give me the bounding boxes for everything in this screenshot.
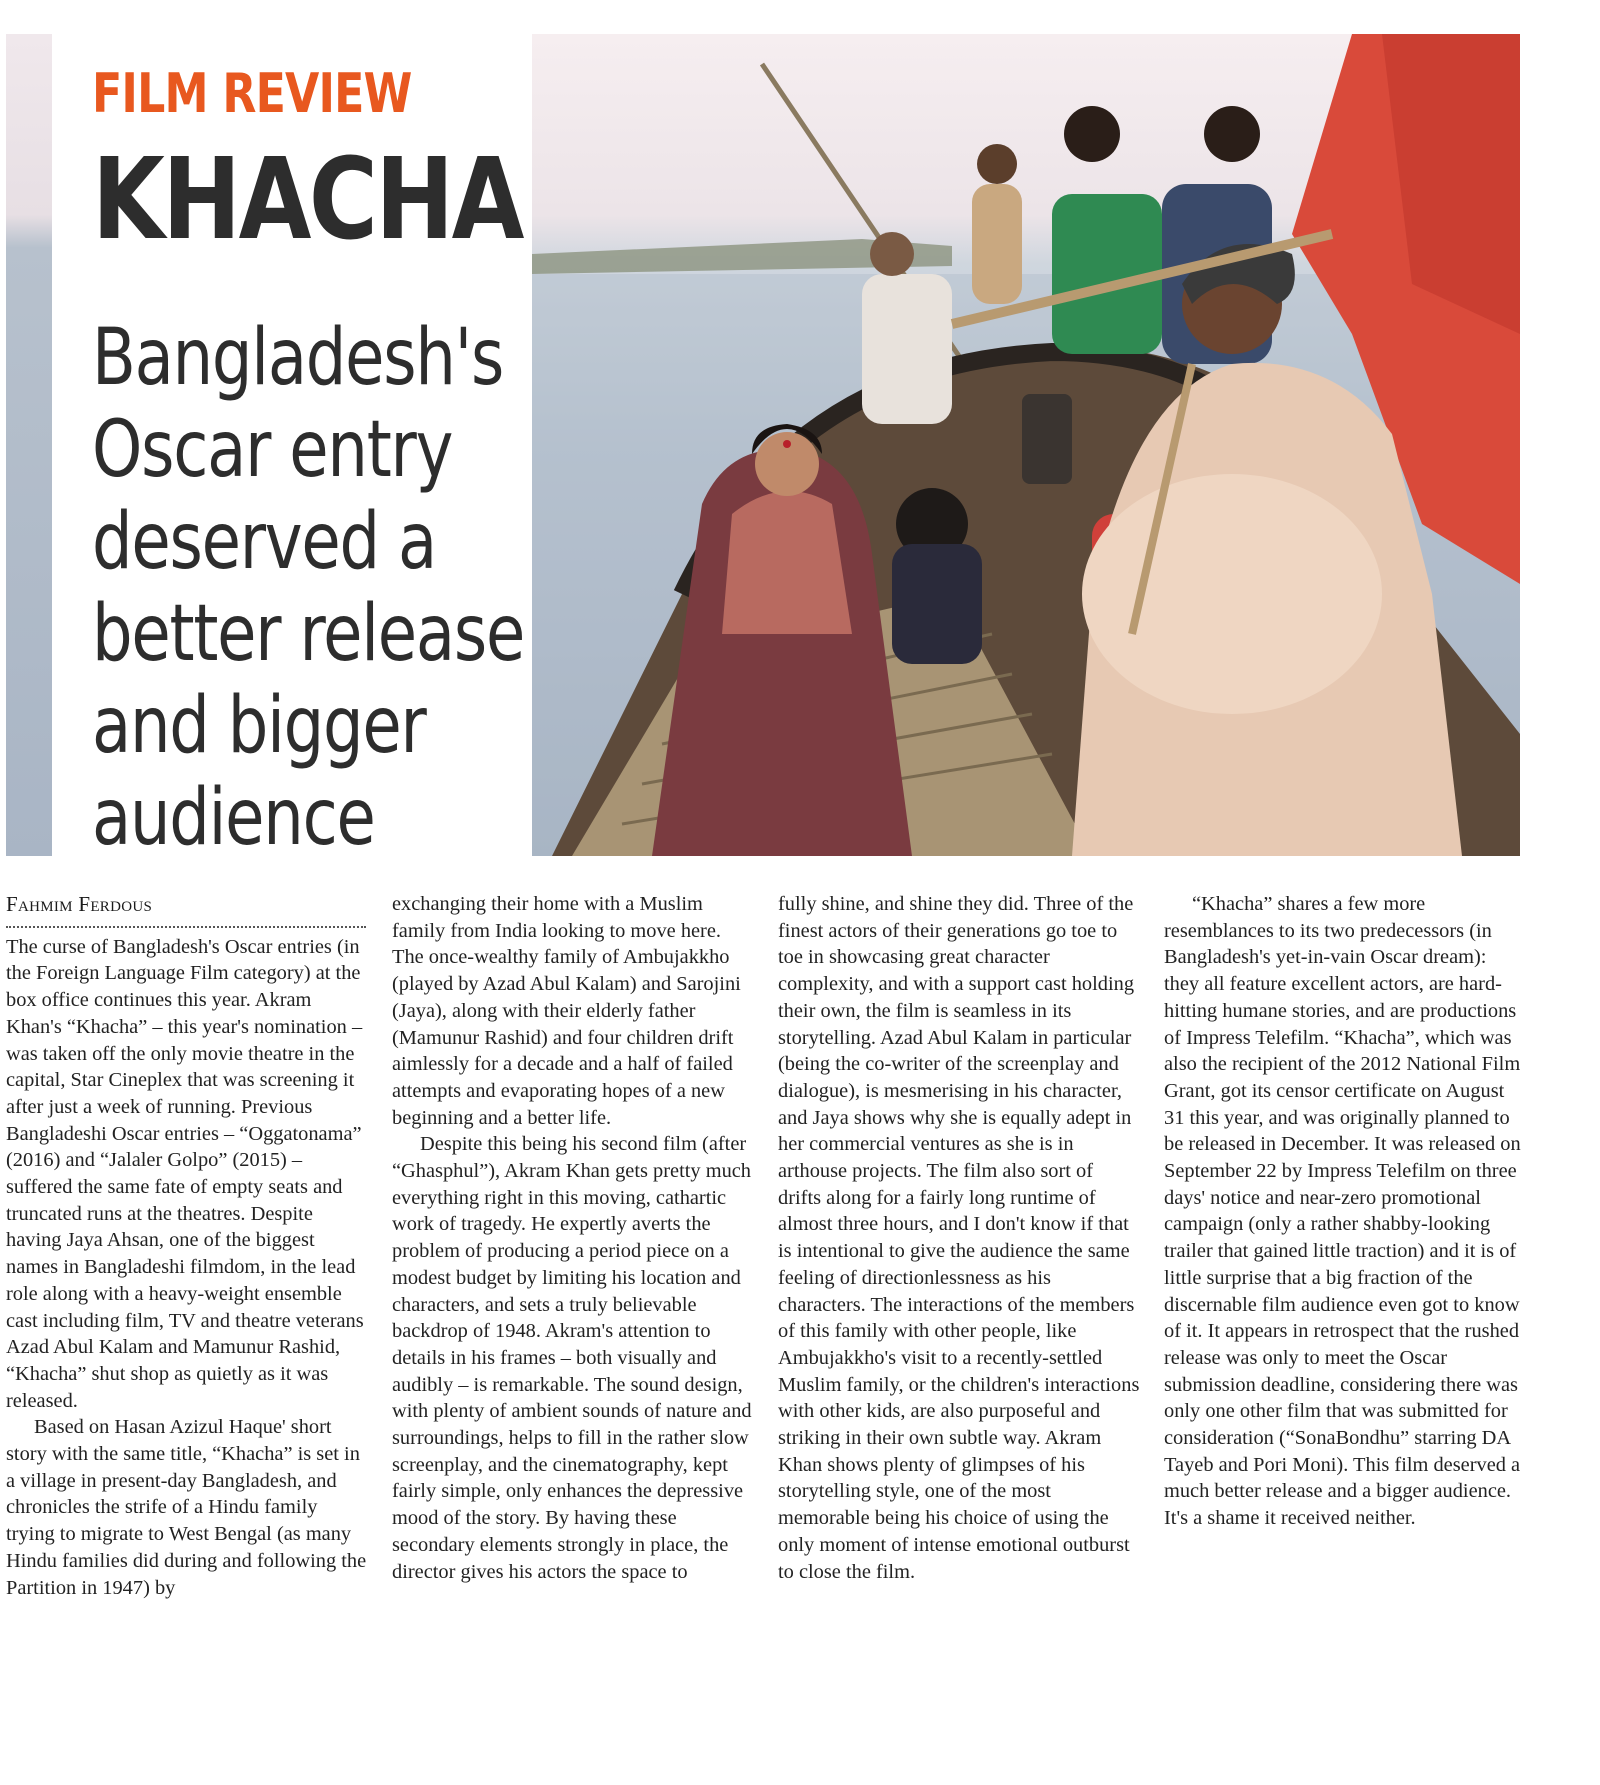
subtitle-line: audience bbox=[92, 773, 375, 856]
paragraph: exchanging their home with a Muslim family from India looking to move here. The once-wealthy family of Ambujakkho (played by Azad Abul Kalam) and Sarojini (Jaya), along with their elderly father (Mamunur Rashid) and four children drift aimlessly for a decade and a half of failed attempts and evaporating hopes of a new beginning and a better life. bbox=[392, 893, 741, 1129]
article-column-3 bbox=[778, 891, 1140, 1585]
subtitle-line: deserved a bbox=[92, 497, 436, 587]
paragraph: Despite this being his second film (after “Ghasphul”), Akram Khan gets pretty much everything right in this moving, cathartic work of tragedy. He expertly averts the problem of producing a period piece on a modest budget by limiting his location and characters, and sets a truly believable backdrop of 1948. Akram's attention to details in his frames – both visually and audibly – is remarkable. The sound design, with plenty of ambient sounds of nature and surroundings, helps to fill in the rather slow screenplay, and the cinematography, kept fairly simple, only enhances the depressive mood of the story. By having these secondary elements strongly in place, the director gives his actors the space to bbox=[392, 1133, 752, 1583]
page-title: KHACHA bbox=[92, 135, 522, 265]
subtitle-line: Bangladesh's bbox=[92, 313, 504, 403]
byline: Fahmim Ferdous bbox=[6, 892, 153, 916]
boat-scene-illustration bbox=[532, 34, 1520, 856]
article-column-1 bbox=[6, 891, 368, 1601]
paragraph: Based on Hasan Azizul Haque' short story with the same title, “Khacha” is set in a village in present-day Bangladesh, and chronicles the strife of a Hindu family trying to migrate to West Bengal (as many Hindu families did during and following the Partition in 1947) by bbox=[6, 1416, 367, 1599]
subtitle-line: Oscar entry bbox=[92, 405, 453, 495]
hero-band bbox=[6, 34, 1520, 856]
article-column-2 bbox=[392, 891, 754, 1585]
subtitle-line: better release bbox=[92, 589, 525, 679]
paragraph: “Khacha” shares a few more resemblances to its two predecessors (in Bangladesh's yet-in-vain Oscar dream): they all feature excellent actors, are hard-hitting humane stories, and are productions of Impress Telefilm. “Khacha”, which was also the recipient of the 2012 National Film Grant, got its censor certificate on August 31 this year, and was originally planned to be released in December. It was released on September 22 by Impress Telefilm on three days' notice and near-zero promotional campaign (only a rather shabby-looking trailer that gained little traction) and it is of little surprise that a big fraction of the discernable film audience even got to know of it. It appears in retrospect that the rushed release was only to meet the Oscar submission deadline, considering there was only one other film that was submitted for consideration (“SonaBondhu” starring DA Tayeb and Pori Moni). This film deserved a much better release and a bigger audience. It's a shame it received neither. bbox=[1164, 893, 1521, 1530]
title-panel bbox=[52, 34, 532, 856]
article-body bbox=[6, 891, 1536, 1771]
film-still-photo bbox=[532, 34, 1520, 856]
paragraph: The curse of Bangladesh's Oscar entries (in the Foreign Language Film category) at the box office continues this year. Akram Khan's “Khacha” – this year's nomination – was taken off the only movie theatre in the capital, Star Cineplex that was screening it after just a week of running. Previous Bangladeshi Oscar entries – “Oggatonama” (2016) and “Jalaler Golpo” (2015) – suffered the same fate of empty seats and truncated runs at the theatres. Despite having Jaya Ahsan, one of the biggest names in Bangladeshi filmdom, in the lead role along with a heavy-weight ensemble cast including film, TV and theatre veterans Azad Abul Kalam and Mamunur Rashid, “Khacha” shut shop as quietly as it was released. bbox=[6, 935, 364, 1412]
photo-left-strip bbox=[6, 34, 52, 856]
paragraph: fully shine, and shine they did. Three of the finest actors of their generations go toe to toe in showcasing great character complexity, and with a support cast holding their own, the film is seamless in its storytelling. Azad Abul Kalam in particular (being the co-writer of the screenplay and dialogue), is mesmerising in his character, and Jaya shows why she is equally adept in her commercial ventures as she is in arthouse projects. The film also sort of drifts along for a fairly long runtime of almost three hours, and I don't know if that is intentional to give the audience the same feeling of directionlessness as his characters. The interactions of the members of this family with other people, like Ambujakkho's visit to a recently-settled Muslim family, or the children's interactions with other kids, are also purposeful and striking in their own subtle way. Akram Khan shows plenty of glimpses of his storytelling style, one of the most memorable being his choice of using the only moment of intense emotional outburst to close the film. bbox=[778, 893, 1140, 1583]
byline-divider bbox=[6, 926, 366, 928]
subtitle bbox=[92, 312, 535, 856]
article-column-4 bbox=[1164, 891, 1526, 1532]
section-kicker: FILM REVIEW bbox=[92, 62, 412, 125]
subtitle-line: and bigger bbox=[92, 681, 426, 771]
